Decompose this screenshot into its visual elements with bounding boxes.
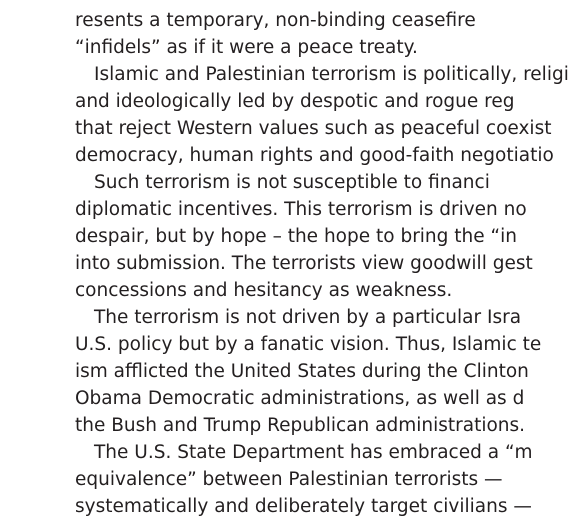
text-line: that reject Western values such as peaceful coexist — [75, 118, 552, 139]
text-line: equivalence” between Palestinian terrorists — — [75, 469, 503, 490]
text-line: U.S. policy but by a fanatic vision. Thus, Islamic te — [75, 334, 542, 355]
text-line: systematically and deliberately target civilians — — [75, 496, 532, 517]
text-line: ism afflicted the United States during the Clinton — [75, 361, 529, 382]
text-line: into submission. The terrorists view goodwill gest — [75, 253, 533, 274]
paragraph-first-line: Islamic and Palestinian terrorism is politically, religi — [94, 64, 569, 85]
text-line: concessions and hesitancy as weakness. — [75, 280, 453, 301]
text-line: resents a temporary, non-binding ceasefire — [75, 10, 476, 31]
text-line: diplomatic incentives. This terrorism is driven no — [75, 199, 527, 220]
paragraph-first-line: Such terrorism is not susceptible to financi — [94, 172, 490, 193]
text-line: despair, but by hope – the hope to bring the “in — [75, 226, 517, 247]
text-line: Obama Democratic administrations, as well as d — [75, 388, 525, 409]
paragraph-first-line: The U.S. State Department has embraced a “m — [94, 442, 533, 463]
text-line: the Bush and Trump Republican administrations. — [75, 415, 526, 436]
text-line: “infidels” as if it were a peace treaty. — [75, 37, 418, 58]
text-line: democracy, human rights and good-faith negotiatio — [75, 145, 554, 166]
text-line: and ideologically led by despotic and rogue reg — [75, 91, 515, 112]
paragraph-first-line: The terrorism is not driven by a particular Isra — [94, 307, 522, 328]
